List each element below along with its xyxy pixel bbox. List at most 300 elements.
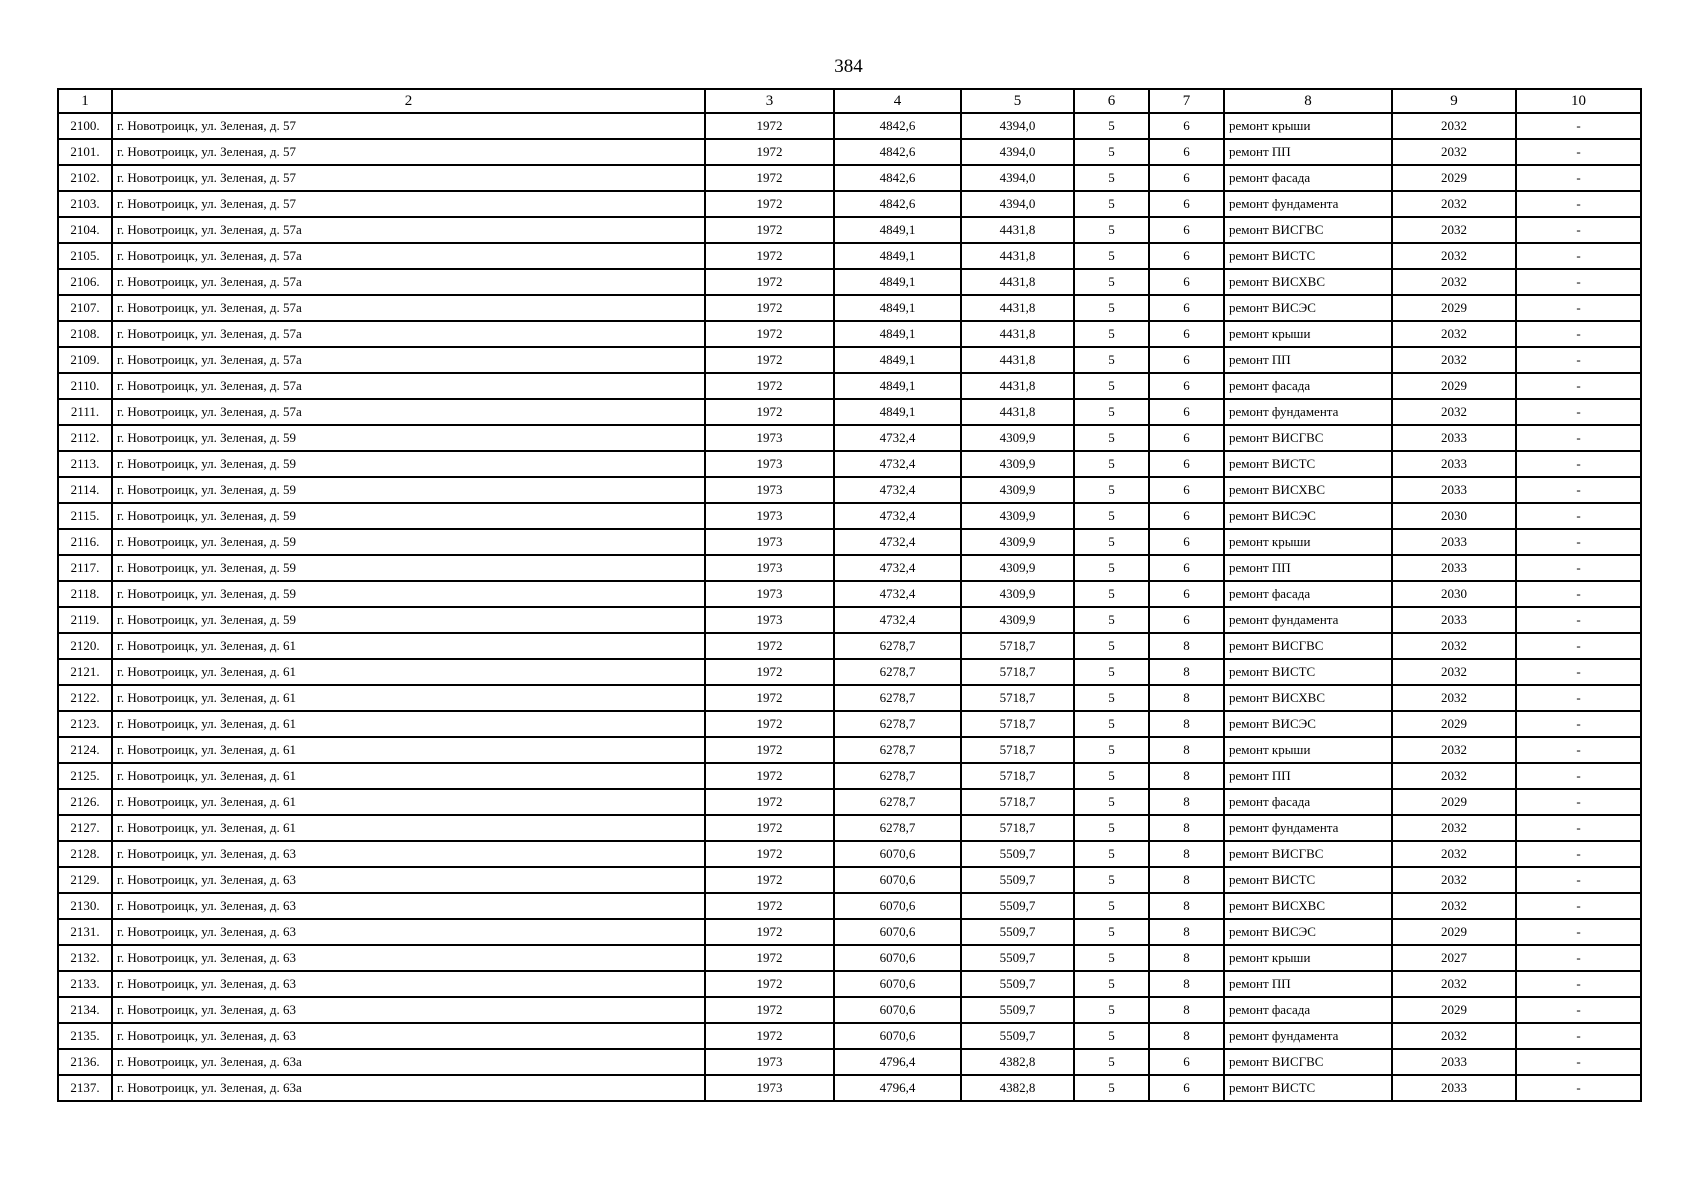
total-area-cell: 4796,4 [834, 1075, 961, 1101]
table-row [58, 737, 1641, 763]
row-number-cell: 2122. [58, 685, 112, 711]
work-type-cell: ремонт ВИСТС [1224, 1075, 1392, 1101]
column-header-5: 5 [961, 89, 1074, 113]
table-row [58, 139, 1641, 165]
planned-year-cell: 2027 [1392, 945, 1516, 971]
total-area-cell: 6278,7 [834, 711, 961, 737]
row-number-cell: 2115. [58, 503, 112, 529]
note-cell: - [1516, 815, 1641, 841]
living-area-cell: 4382,8 [961, 1049, 1074, 1075]
floors-cell: 5 [1074, 269, 1149, 295]
column-header-7: 7 [1149, 89, 1224, 113]
floors-cell: 5 [1074, 893, 1149, 919]
row-number-cell: 2130. [58, 893, 112, 919]
work-type-cell: ремонт фундамента [1224, 607, 1392, 633]
total-area-cell: 4732,4 [834, 477, 961, 503]
work-type-cell: ремонт ВИСГВС [1224, 841, 1392, 867]
planned-year-cell: 2032 [1392, 347, 1516, 373]
total-area-cell: 4842,6 [834, 165, 961, 191]
table-row [58, 425, 1641, 451]
year-built-cell: 1973 [705, 503, 834, 529]
planned-year-cell: 2032 [1392, 659, 1516, 685]
row-number-cell: 2124. [58, 737, 112, 763]
note-cell: - [1516, 581, 1641, 607]
row-number-cell: 2106. [58, 269, 112, 295]
planned-year-cell: 2032 [1392, 191, 1516, 217]
work-type-cell: ремонт крыши [1224, 321, 1392, 347]
address-cell: г. Новотроицк, ул. Зеленая, д. 59 [112, 555, 705, 581]
living-area-cell: 5509,7 [961, 997, 1074, 1023]
work-type-cell: ремонт ВИСТС [1224, 867, 1392, 893]
table-row [58, 919, 1641, 945]
note-cell: - [1516, 633, 1641, 659]
entrances-cell: 6 [1149, 477, 1224, 503]
total-area-cell: 6278,7 [834, 633, 961, 659]
table-row [58, 1049, 1641, 1075]
year-built-cell: 1972 [705, 763, 834, 789]
living-area-cell: 4309,9 [961, 555, 1074, 581]
table-row [58, 789, 1641, 815]
total-area-cell: 4796,4 [834, 1049, 961, 1075]
planned-year-cell: 2029 [1392, 165, 1516, 191]
planned-year-cell: 2032 [1392, 321, 1516, 347]
living-area-cell: 4431,8 [961, 295, 1074, 321]
total-area-cell: 4849,1 [834, 217, 961, 243]
floors-cell: 5 [1074, 971, 1149, 997]
row-number-cell: 2104. [58, 217, 112, 243]
year-built-cell: 1973 [705, 529, 834, 555]
row-number-cell: 2125. [58, 763, 112, 789]
note-cell: - [1516, 1075, 1641, 1101]
total-area-cell: 6070,6 [834, 841, 961, 867]
table-row [58, 659, 1641, 685]
row-number-cell: 2100. [58, 113, 112, 139]
total-area-cell: 4849,1 [834, 243, 961, 269]
note-cell: - [1516, 503, 1641, 529]
row-number-cell: 2132. [58, 945, 112, 971]
planned-year-cell: 2029 [1392, 295, 1516, 321]
address-cell: г. Новотроицк, ул. Зеленая, д. 61 [112, 659, 705, 685]
address-cell: г. Новотроицк, ул. Зеленая, д. 63 [112, 919, 705, 945]
work-type-cell: ремонт ВИСГВС [1224, 633, 1392, 659]
planned-year-cell: 2032 [1392, 217, 1516, 243]
column-header-1: 1 [58, 89, 112, 113]
note-cell: - [1516, 945, 1641, 971]
note-cell: - [1516, 555, 1641, 581]
note-cell: - [1516, 919, 1641, 945]
work-type-cell: ремонт ВИСХВС [1224, 685, 1392, 711]
total-area-cell: 6278,7 [834, 685, 961, 711]
year-built-cell: 1972 [705, 841, 834, 867]
living-area-cell: 5509,7 [961, 1023, 1074, 1049]
row-number-cell: 2120. [58, 633, 112, 659]
entrances-cell: 6 [1149, 347, 1224, 373]
planned-year-cell: 2033 [1392, 425, 1516, 451]
row-number-cell: 2108. [58, 321, 112, 347]
table-row [58, 503, 1641, 529]
work-type-cell: ремонт ПП [1224, 139, 1392, 165]
living-area-cell: 5509,7 [961, 971, 1074, 997]
planned-year-cell: 2029 [1392, 711, 1516, 737]
living-area-cell: 4394,0 [961, 165, 1074, 191]
address-cell: г. Новотроицк, ул. Зеленая, д. 57а [112, 321, 705, 347]
row-number-cell: 2117. [58, 555, 112, 581]
work-type-cell: ремонт ПП [1224, 347, 1392, 373]
note-cell: - [1516, 113, 1641, 139]
row-number-cell: 2118. [58, 581, 112, 607]
planned-year-cell: 2032 [1392, 763, 1516, 789]
living-area-cell: 5509,7 [961, 893, 1074, 919]
work-type-cell: ремонт фундамента [1224, 815, 1392, 841]
year-built-cell: 1973 [705, 425, 834, 451]
address-cell: г. Новотроицк, ул. Зеленая, д. 57а [112, 217, 705, 243]
living-area-cell: 4309,9 [961, 529, 1074, 555]
column-header-4: 4 [834, 89, 961, 113]
table-row [58, 1075, 1641, 1101]
address-cell: г. Новотроицк, ул. Зеленая, д. 63 [112, 893, 705, 919]
total-area-cell: 4842,6 [834, 191, 961, 217]
note-cell: - [1516, 347, 1641, 373]
column-header-3: 3 [705, 89, 834, 113]
table-row [58, 555, 1641, 581]
floors-cell: 5 [1074, 659, 1149, 685]
planned-year-cell: 2032 [1392, 737, 1516, 763]
total-area-cell: 4849,1 [834, 269, 961, 295]
floors-cell: 5 [1074, 1049, 1149, 1075]
table-row [58, 815, 1641, 841]
living-area-cell: 5509,7 [961, 867, 1074, 893]
year-built-cell: 1972 [705, 399, 834, 425]
row-number-cell: 2126. [58, 789, 112, 815]
planned-year-cell: 2029 [1392, 373, 1516, 399]
note-cell: - [1516, 399, 1641, 425]
total-area-cell: 4732,4 [834, 503, 961, 529]
address-cell: г. Новотроицк, ул. Зеленая, д. 63а [112, 1075, 705, 1101]
floors-cell: 5 [1074, 763, 1149, 789]
floors-cell: 5 [1074, 529, 1149, 555]
year-built-cell: 1972 [705, 165, 834, 191]
work-type-cell: ремонт крыши [1224, 737, 1392, 763]
table-row [58, 529, 1641, 555]
total-area-cell: 6070,6 [834, 971, 961, 997]
total-area-cell: 4732,4 [834, 607, 961, 633]
living-area-cell: 4394,0 [961, 113, 1074, 139]
entrances-cell: 6 [1149, 555, 1224, 581]
row-number-cell: 2107. [58, 295, 112, 321]
address-cell: г. Новотроицк, ул. Зеленая, д. 63 [112, 945, 705, 971]
row-number-cell: 2121. [58, 659, 112, 685]
year-built-cell: 1972 [705, 191, 834, 217]
work-type-cell: ремонт фасада [1224, 373, 1392, 399]
entrances-cell: 8 [1149, 867, 1224, 893]
year-built-cell: 1973 [705, 1075, 834, 1101]
work-type-cell: ремонт ПП [1224, 763, 1392, 789]
row-number-cell: 2135. [58, 1023, 112, 1049]
table-row [58, 711, 1641, 737]
address-cell: г. Новотроицк, ул. Зеленая, д. 61 [112, 711, 705, 737]
total-area-cell: 4732,4 [834, 425, 961, 451]
planned-year-cell: 2032 [1392, 841, 1516, 867]
floors-cell: 5 [1074, 139, 1149, 165]
planned-year-cell: 2033 [1392, 477, 1516, 503]
table-row [58, 217, 1641, 243]
planned-year-cell: 2032 [1392, 633, 1516, 659]
row-number-cell: 2101. [58, 139, 112, 165]
planned-year-cell: 2032 [1392, 1023, 1516, 1049]
address-cell: г. Новотроицк, ул. Зеленая, д. 57а [112, 295, 705, 321]
entrances-cell: 8 [1149, 633, 1224, 659]
planned-year-cell: 2032 [1392, 971, 1516, 997]
living-area-cell: 4431,8 [961, 399, 1074, 425]
planned-year-cell: 2033 [1392, 607, 1516, 633]
note-cell: - [1516, 841, 1641, 867]
address-cell: г. Новотроицк, ул. Зеленая, д. 57а [112, 269, 705, 295]
row-number-cell: 2113. [58, 451, 112, 477]
note-cell: - [1516, 685, 1641, 711]
row-number-cell: 2102. [58, 165, 112, 191]
living-area-cell: 5718,7 [961, 763, 1074, 789]
entrances-cell: 8 [1149, 685, 1224, 711]
year-built-cell: 1972 [705, 919, 834, 945]
year-built-cell: 1972 [705, 1023, 834, 1049]
row-number-cell: 2111. [58, 399, 112, 425]
living-area-cell: 5718,7 [961, 711, 1074, 737]
floors-cell: 5 [1074, 841, 1149, 867]
column-header-8: 8 [1224, 89, 1392, 113]
entrances-cell: 6 [1149, 217, 1224, 243]
entrances-cell: 6 [1149, 243, 1224, 269]
total-area-cell: 4849,1 [834, 373, 961, 399]
total-area-cell: 6070,6 [834, 867, 961, 893]
address-cell: г. Новотроицк, ул. Зеленая, д. 61 [112, 737, 705, 763]
work-type-cell: ремонт ВИСГВС [1224, 425, 1392, 451]
floors-cell: 5 [1074, 555, 1149, 581]
total-area-cell: 6070,6 [834, 1023, 961, 1049]
address-cell: г. Новотроицк, ул. Зеленая, д. 59 [112, 451, 705, 477]
work-type-cell: ремонт ВИСЭС [1224, 919, 1392, 945]
year-built-cell: 1972 [705, 893, 834, 919]
note-cell: - [1516, 659, 1641, 685]
address-cell: г. Новотроицк, ул. Зеленая, д. 61 [112, 633, 705, 659]
living-area-cell: 5718,7 [961, 789, 1074, 815]
floors-cell: 5 [1074, 685, 1149, 711]
planned-year-cell: 2033 [1392, 451, 1516, 477]
address-cell: г. Новотроицк, ул. Зеленая, д. 61 [112, 763, 705, 789]
entrances-cell: 8 [1149, 1023, 1224, 1049]
address-cell: г. Новотроицк, ул. Зеленая, д. 61 [112, 685, 705, 711]
entrances-cell: 6 [1149, 503, 1224, 529]
address-cell: г. Новотроицк, ул. Зеленая, д. 63 [112, 1023, 705, 1049]
work-type-cell: ремонт фундамента [1224, 191, 1392, 217]
entrances-cell: 6 [1149, 269, 1224, 295]
living-area-cell: 5509,7 [961, 841, 1074, 867]
work-type-cell: ремонт ПП [1224, 971, 1392, 997]
total-area-cell: 6070,6 [834, 997, 961, 1023]
work-type-cell: ремонт ВИСЭС [1224, 711, 1392, 737]
living-area-cell: 4431,8 [961, 243, 1074, 269]
work-type-cell: ремонт ВИСЭС [1224, 295, 1392, 321]
floors-cell: 5 [1074, 607, 1149, 633]
note-cell: - [1516, 997, 1641, 1023]
work-type-cell: ремонт ВИСТС [1224, 243, 1392, 269]
address-cell: г. Новотроицк, ул. Зеленая, д. 61 [112, 789, 705, 815]
year-built-cell: 1973 [705, 555, 834, 581]
note-cell: - [1516, 1023, 1641, 1049]
total-area-cell: 4849,1 [834, 347, 961, 373]
table-row [58, 607, 1641, 633]
floors-cell: 5 [1074, 789, 1149, 815]
row-number-cell: 2127. [58, 815, 112, 841]
entrances-cell: 6 [1149, 581, 1224, 607]
table-row [58, 893, 1641, 919]
note-cell: - [1516, 139, 1641, 165]
address-cell: г. Новотроицк, ул. Зеленая, д. 59 [112, 581, 705, 607]
table-body [58, 113, 1641, 1101]
year-built-cell: 1972 [705, 737, 834, 763]
registry-table [57, 88, 1642, 1102]
planned-year-cell: 2032 [1392, 243, 1516, 269]
year-built-cell: 1972 [705, 945, 834, 971]
note-cell: - [1516, 893, 1641, 919]
entrances-cell: 6 [1149, 113, 1224, 139]
floors-cell: 5 [1074, 1023, 1149, 1049]
total-area-cell: 4732,4 [834, 451, 961, 477]
living-area-cell: 5718,7 [961, 737, 1074, 763]
total-area-cell: 6278,7 [834, 659, 961, 685]
year-built-cell: 1973 [705, 477, 834, 503]
table-row [58, 399, 1641, 425]
living-area-cell: 4309,9 [961, 425, 1074, 451]
row-number-cell: 2133. [58, 971, 112, 997]
entrances-cell: 6 [1149, 425, 1224, 451]
living-area-cell: 4382,8 [961, 1075, 1074, 1101]
entrances-cell: 6 [1149, 529, 1224, 555]
work-type-cell: ремонт крыши [1224, 529, 1392, 555]
entrances-cell: 8 [1149, 945, 1224, 971]
year-built-cell: 1972 [705, 269, 834, 295]
year-built-cell: 1973 [705, 581, 834, 607]
work-type-cell: ремонт фасада [1224, 997, 1392, 1023]
planned-year-cell: 2030 [1392, 503, 1516, 529]
planned-year-cell: 2032 [1392, 139, 1516, 165]
entrances-cell: 8 [1149, 763, 1224, 789]
address-cell: г. Новотроицк, ул. Зеленая, д. 59 [112, 607, 705, 633]
work-type-cell: ремонт ВИСТС [1224, 659, 1392, 685]
floors-cell: 5 [1074, 295, 1149, 321]
column-header-2: 2 [112, 89, 705, 113]
entrances-cell: 6 [1149, 1075, 1224, 1101]
total-area-cell: 4732,4 [834, 529, 961, 555]
header-row [58, 89, 1641, 113]
table-row [58, 477, 1641, 503]
entrances-cell: 6 [1149, 321, 1224, 347]
living-area-cell: 4431,8 [961, 347, 1074, 373]
work-type-cell: ремонт ВИСГВС [1224, 217, 1392, 243]
table-row [58, 997, 1641, 1023]
row-number-cell: 2119. [58, 607, 112, 633]
row-number-cell: 2116. [58, 529, 112, 555]
year-built-cell: 1972 [705, 971, 834, 997]
note-cell: - [1516, 529, 1641, 555]
year-built-cell: 1972 [705, 633, 834, 659]
work-type-cell: ремонт фундамента [1224, 1023, 1392, 1049]
work-type-cell: ремонт ВИСГВС [1224, 1049, 1392, 1075]
entrances-cell: 6 [1149, 139, 1224, 165]
work-type-cell: ремонт ВИСХВС [1224, 269, 1392, 295]
table-row [58, 269, 1641, 295]
note-cell: - [1516, 477, 1641, 503]
year-built-cell: 1972 [705, 815, 834, 841]
work-type-cell: ремонт ВИСХВС [1224, 477, 1392, 503]
entrances-cell: 6 [1149, 1049, 1224, 1075]
entrances-cell: 6 [1149, 373, 1224, 399]
table-row [58, 243, 1641, 269]
address-cell: г. Новотроицк, ул. Зеленая, д. 57 [112, 165, 705, 191]
entrances-cell: 6 [1149, 451, 1224, 477]
total-area-cell: 4842,6 [834, 139, 961, 165]
table-row [58, 763, 1641, 789]
note-cell: - [1516, 763, 1641, 789]
address-cell: г. Новотроицк, ул. Зеленая, д. 59 [112, 477, 705, 503]
living-area-cell: 4431,8 [961, 269, 1074, 295]
year-built-cell: 1972 [705, 347, 834, 373]
floors-cell: 5 [1074, 633, 1149, 659]
table-row [58, 867, 1641, 893]
total-area-cell: 6278,7 [834, 737, 961, 763]
year-built-cell: 1972 [705, 659, 834, 685]
year-built-cell: 1972 [705, 997, 834, 1023]
planned-year-cell: 2032 [1392, 815, 1516, 841]
row-number-cell: 2137. [58, 1075, 112, 1101]
table-row [58, 451, 1641, 477]
row-number-cell: 2112. [58, 425, 112, 451]
entrances-cell: 8 [1149, 815, 1224, 841]
living-area-cell: 4309,9 [961, 477, 1074, 503]
row-number-cell: 2105. [58, 243, 112, 269]
note-cell: - [1516, 165, 1641, 191]
entrances-cell: 6 [1149, 295, 1224, 321]
column-header-9: 9 [1392, 89, 1516, 113]
table-row [58, 321, 1641, 347]
living-area-cell: 4431,8 [961, 373, 1074, 399]
entrances-cell: 6 [1149, 165, 1224, 191]
planned-year-cell: 2033 [1392, 1075, 1516, 1101]
planned-year-cell: 2032 [1392, 113, 1516, 139]
note-cell: - [1516, 737, 1641, 763]
table-row [58, 581, 1641, 607]
entrances-cell: 8 [1149, 893, 1224, 919]
table-row [58, 945, 1641, 971]
work-type-cell: ремонт фундамента [1224, 399, 1392, 425]
column-header-6: 6 [1074, 89, 1149, 113]
living-area-cell: 5718,7 [961, 659, 1074, 685]
note-cell: - [1516, 295, 1641, 321]
planned-year-cell: 2032 [1392, 399, 1516, 425]
entrances-cell: 8 [1149, 971, 1224, 997]
floors-cell: 5 [1074, 165, 1149, 191]
table-row [58, 295, 1641, 321]
year-built-cell: 1972 [705, 295, 834, 321]
row-number-cell: 2103. [58, 191, 112, 217]
year-built-cell: 1972 [705, 867, 834, 893]
work-type-cell: ремонт ВИСЭС [1224, 503, 1392, 529]
floors-cell: 5 [1074, 243, 1149, 269]
planned-year-cell: 2032 [1392, 685, 1516, 711]
note-cell: - [1516, 607, 1641, 633]
address-cell: г. Новотроицк, ул. Зеленая, д. 63а [112, 1049, 705, 1075]
entrances-cell: 6 [1149, 607, 1224, 633]
note-cell: - [1516, 789, 1641, 815]
